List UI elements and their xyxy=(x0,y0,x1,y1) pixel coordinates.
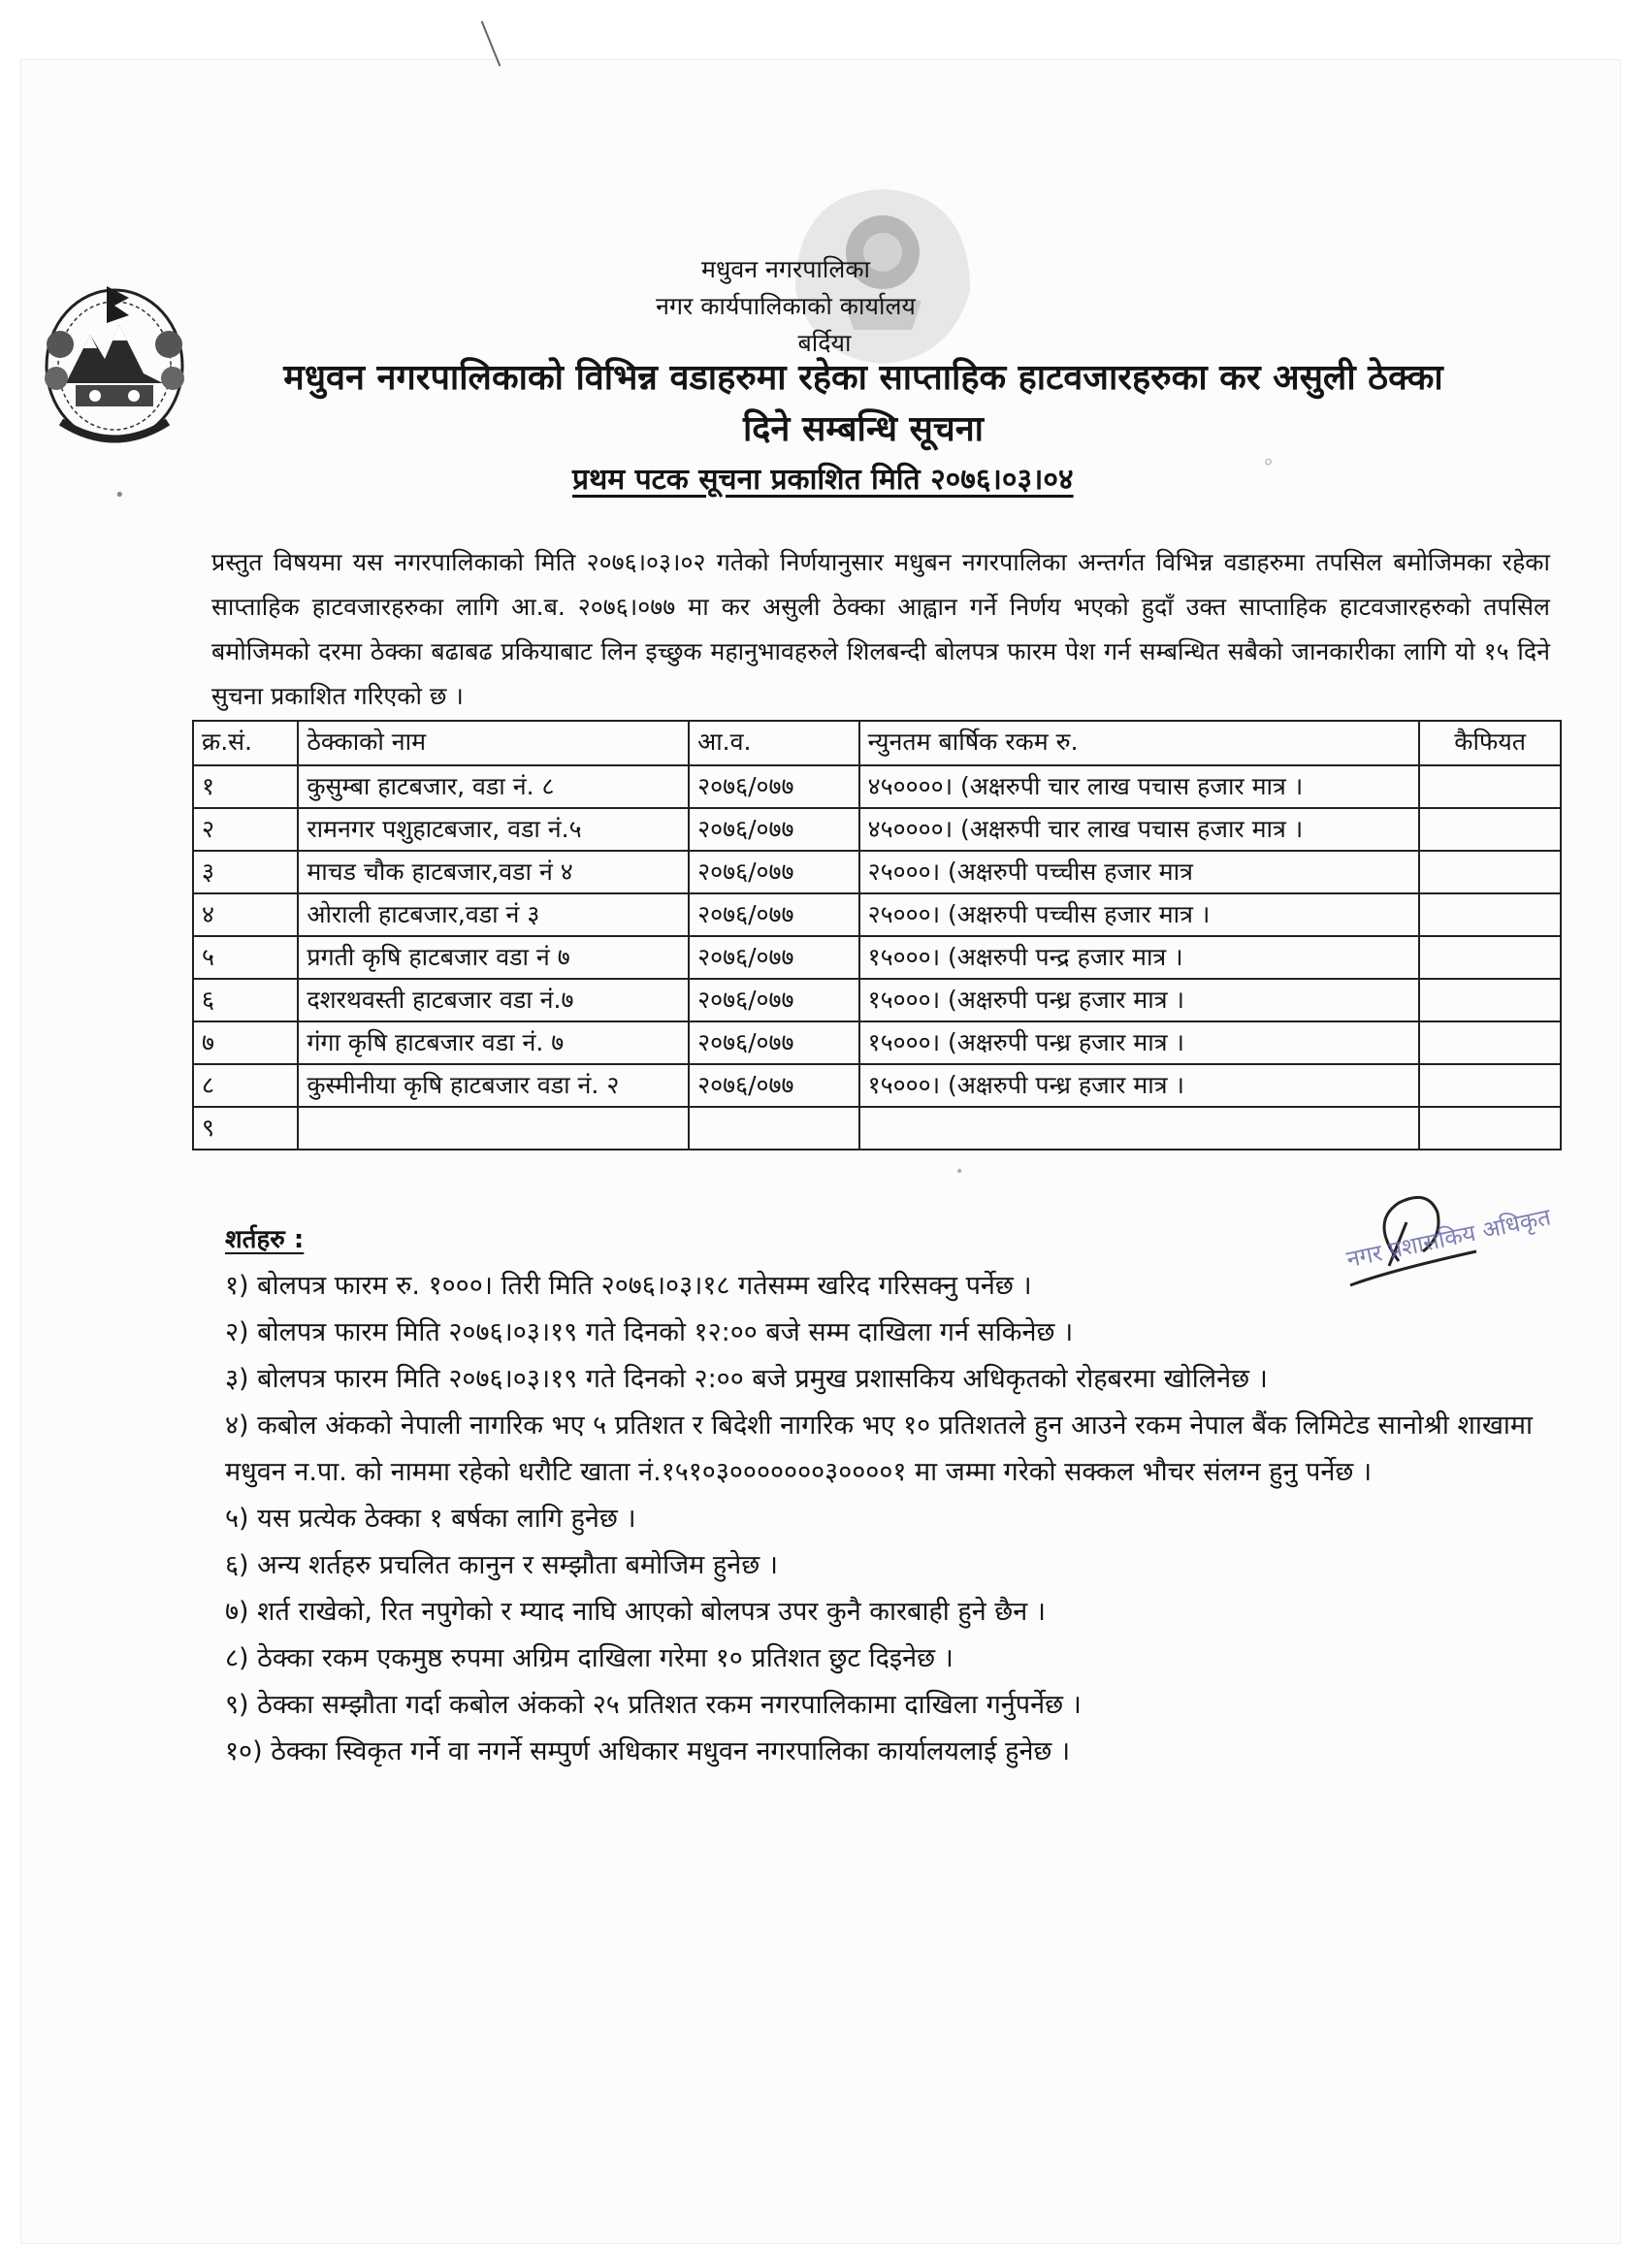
cell-remarks xyxy=(1419,893,1561,936)
table-header-row xyxy=(193,721,1561,765)
table-row xyxy=(193,893,1561,936)
header-remarks: कैफियत xyxy=(1419,721,1561,765)
condition-item: ४) कबोल अंकको नेपाली नागरिक भए ५ प्रतिशत र बिदेशी नागरिक भए १० प्रतिशतले हुन आउने रकम नेपाल बैंक लिमिटेड सानोश्री शाखामा मधुवन न.पा. को नाममा रहेको धरौटि खाता नं.१५१०३०००००००३००००१ मा जम्मा गरेको सक्कल भौचर संलग्न हुनु पर्नेछ । xyxy=(225,1410,1534,1487)
cell-sn: ४ xyxy=(193,893,298,936)
contract-table xyxy=(192,720,1562,1150)
cell-amount: ४५००००। (अक्षरुपी चार लाख पचास हजार मात्र । xyxy=(859,808,1420,851)
cell-fy xyxy=(689,1107,859,1150)
cell-amount xyxy=(859,1107,1420,1150)
header-amount: न्युनतम बार्षिक रकम रु. xyxy=(859,721,1420,765)
conditions-list xyxy=(225,1263,1583,1775)
table-row xyxy=(193,851,1561,893)
cell-sn: ३ xyxy=(193,851,298,893)
cell-name: कुस्मीनीया कृषि हाटबजार वडा नं. २ xyxy=(298,1064,689,1107)
cell-sn: ८ xyxy=(193,1064,298,1107)
condition-item: ७) शर्त राखेको, रित नपुगेको र म्याद नाघि आएको बोलपत्र उपर कुनै कारबाही हुने छैन । xyxy=(225,1597,1046,1627)
scan-speck: • xyxy=(955,1164,964,1180)
cell-remarks xyxy=(1419,765,1561,808)
cell-sn: १ xyxy=(193,765,298,808)
cell-fy: २०७६/०७७ xyxy=(689,808,859,851)
cell-name: माचड चौक हाटबजार,वडा नं ४ xyxy=(298,851,689,893)
cell-amount: १५०००। (अक्षरुपी पन्ध्र हजार मात्र । xyxy=(859,1021,1420,1064)
cell-name: ओराली हाटबजार,वडा नं ३ xyxy=(298,893,689,936)
cell-remarks xyxy=(1419,851,1561,893)
office-location: बर्दिया xyxy=(797,329,852,357)
cell-sn: २ xyxy=(193,808,298,851)
conditions-heading: शर्तहरु : xyxy=(225,1225,305,1254)
condition-item: ९) ठेक्का सम्झौता गर्दा कबोल अंकको २५ प्रतिशत रकम नगरपालिकामा दाखिला गर्नुपर्नेछ । xyxy=(225,1690,1082,1720)
cell-fy: २०७६/०७७ xyxy=(689,1064,859,1107)
office-subtitle: नगर कार्यपालिकाको कार्यालय xyxy=(656,292,916,320)
table-row xyxy=(193,979,1561,1021)
condition-item: ५) यस प्रत्येक ठेक्का १ बर्षका लागि हुनेछ । xyxy=(225,1504,636,1534)
header-name: ठेक्काको नाम xyxy=(298,721,689,765)
table-row xyxy=(193,1021,1561,1064)
published-date: प्रथम पटक सूचना प्रकाशित मिति २०७६।०३।०४ xyxy=(572,463,1074,497)
cell-name: रामनगर पशुहाटबजार, वडा नं.५ xyxy=(298,808,689,851)
intro-paragraph: प्रस्तुत विषयमा यस नगरपालिकाको मिति २०७६।०३।०२ गतेको निर्णयानुसार मधुबन नगरपालिका अन्तर्गत विभिन्न वडाहरुमा तपसिल बमोजिमका रहेका साप्ताहिक हाटवजारहरुका लागि आ.ब. २०७६।०७७ मा कर असुली ठेक्का आह्वान गर्ने निर्णय भएको हुदाँ उक्त साप्ताहिक हाटवजारहरुको तपसिल बमोजिमको दरमा ठेक्का बढाबढ प्रकियाबाट लिन इच्छुक महानुभावहरुले शिलबन्दी बोलपत्र फारम पेश गर्न सम्बन्धित सबैको जानकारीका लागि यो १५ दिने सुचना प्रकाशित गरिएको छ । xyxy=(211,548,1550,710)
scan-speck: • xyxy=(114,485,125,505)
table-row xyxy=(193,765,1561,808)
notice-title-line-1: मधुवन नगरपालिकाको विभिन्न वडाहरुमा रहेका साप्ताहिक हाटवजारहरुका कर असुली ठेक्का xyxy=(283,358,1443,398)
cell-remarks xyxy=(1419,979,1561,1021)
cell-amount: १५०००। (अक्षरुपी पन्ध्र हजार मात्र । xyxy=(859,1064,1420,1107)
cell-remarks xyxy=(1419,808,1561,851)
cell-fy: २०७६/०७७ xyxy=(689,851,859,893)
cell-remarks xyxy=(1419,1064,1561,1107)
cell-sn: ६ xyxy=(193,979,298,1021)
cell-amount: ४५००००। (अक्षरुपी चार लाख पचास हजार मात्र । xyxy=(859,765,1420,808)
cell-amount: १५०००। (अक्षरुपी पन्द्र हजार मात्र । xyxy=(859,936,1420,979)
scan-speck: ° xyxy=(1263,456,1274,480)
cell-amount: २५०००। (अक्षरुपी पच्चीस हजार मात्र xyxy=(859,851,1420,893)
cell-sn: ५ xyxy=(193,936,298,979)
table-row xyxy=(193,808,1561,851)
header-sn: क्र.सं. xyxy=(193,721,298,765)
table-row xyxy=(193,1064,1561,1107)
condition-item: ६) अन्य शर्तहरु प्रचलित कानुन र सम्झौता बमोजिम हुनेछ । xyxy=(225,1550,778,1580)
cell-name: कुसुम्बा हाटबजार, वडा नं. ८ xyxy=(298,765,689,808)
header-fy: आ.व. xyxy=(689,721,859,765)
condition-item: १०) ठेक्का स्विकृत गर्ने वा नगर्ने सम्पुर्ण अधिकार मधुवन नगरपालिका कार्यालयलाई हुनेछ । xyxy=(225,1736,1071,1766)
cell-fy: २०७६/०७७ xyxy=(689,1021,859,1064)
condition-item: २) बोलपत्र फारम मिति २०७६।०३।१९ गते दिनको १२:०० बजे सम्म दाखिला गर्न सकिनेछ । xyxy=(225,1317,1074,1347)
office-name: मधुवन नगरपालिका xyxy=(701,255,870,283)
cell-name: दशरथवस्ती हाटबजार वडा नं.७ xyxy=(298,979,689,1021)
cell-fy: २०७६/०७७ xyxy=(689,893,859,936)
cell-name xyxy=(298,1107,689,1150)
cell-fy: २०७६/०७७ xyxy=(689,936,859,979)
cell-fy: २०७६/०७७ xyxy=(689,765,859,808)
condition-item: ३) बोलपत्र फारम मिति २०७६।०३।१९ गते दिनको २:०० बजे प्रमुख प्रशासकिय अधिकृतको रोहबरमा खोलिनेछ । xyxy=(225,1364,1268,1394)
cell-remarks xyxy=(1419,936,1561,979)
condition-item: १) बोलपत्र फारम रु. १०००। तिरी मिति २०७६।०३।१८ गतेसम्म खरिद गरिसक्नु पर्नेछ । xyxy=(225,1271,1032,1301)
cell-name: प्रगती कृषि हाटबजार वडा नं ७ xyxy=(298,936,689,979)
condition-item: ८) ठेक्का रकम एकमुष्ठ रुपमा अग्रिम दाखिला गरेमा १० प्रतिशत छुट दिइनेछ । xyxy=(225,1643,954,1673)
table-row xyxy=(193,1107,1561,1150)
cell-fy: २०७६/०७७ xyxy=(689,979,859,1021)
cell-name: गंगा कृषि हाटबजार वडा नं. ७ xyxy=(298,1021,689,1064)
table-row xyxy=(193,936,1561,979)
cell-amount: १५०००। (अक्षरुपी पन्ध्र हजार मात्र । xyxy=(859,979,1420,1021)
officer-stamp: नगर प्रशासकिय अधिकृत xyxy=(1343,1203,1554,1274)
cell-remarks xyxy=(1419,1021,1561,1064)
notice-title-line-2: दिने सम्बन्धि सूचना xyxy=(742,409,984,449)
cell-sn: ७ xyxy=(193,1021,298,1064)
cell-remarks xyxy=(1419,1107,1561,1150)
cell-sn: ९ xyxy=(193,1107,298,1150)
cell-amount: २५०००। (अक्षरुपी पच्चीस हजार मात्र । xyxy=(859,893,1420,936)
